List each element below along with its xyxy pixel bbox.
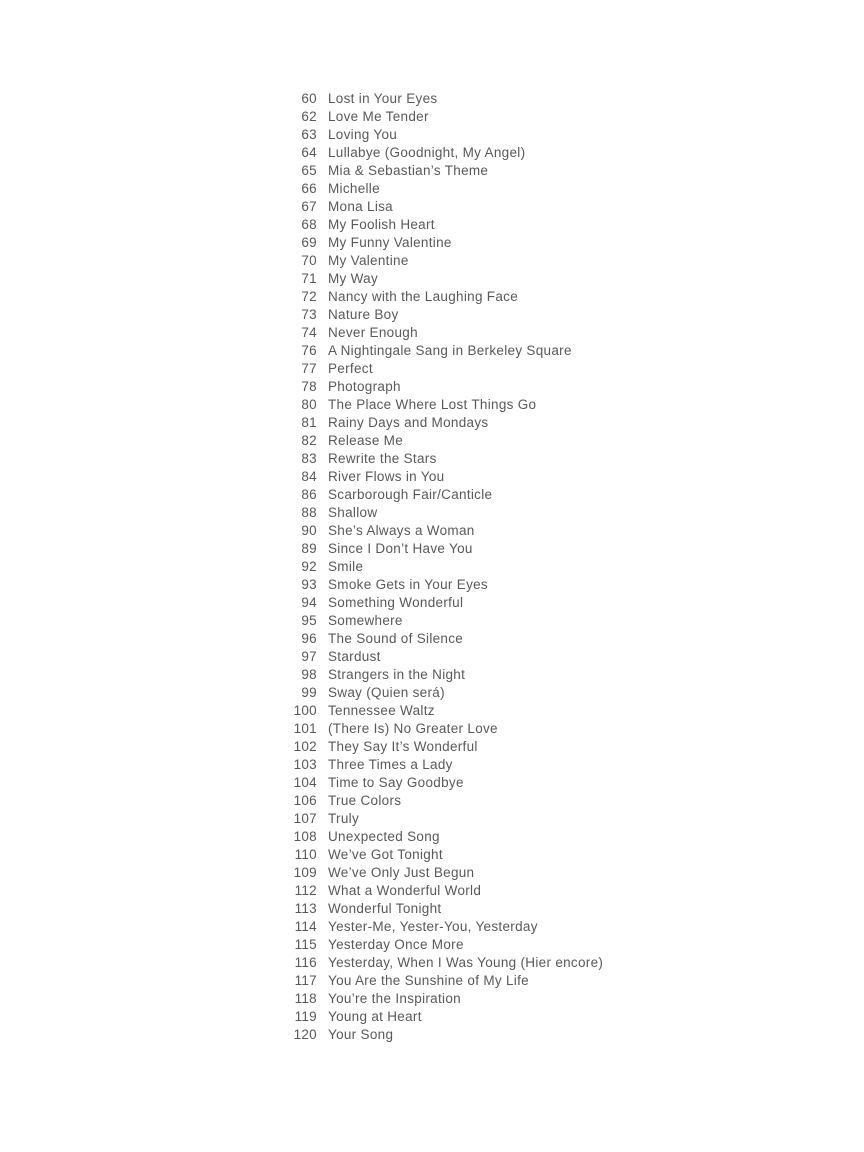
toc-page-number: 109 bbox=[293, 865, 317, 880]
toc-page-number: 103 bbox=[293, 757, 317, 772]
toc-page-number: 83 bbox=[301, 451, 317, 466]
toc-song-title: Stardust bbox=[328, 649, 381, 664]
toc-page-number: 71 bbox=[301, 271, 317, 286]
toc-row bbox=[280, 792, 603, 810]
toc-song-title: Sway (Quien será) bbox=[328, 685, 445, 700]
toc-song-title: Wonderful Tonight bbox=[328, 901, 442, 916]
toc-song-title: We’ve Got Tonight bbox=[328, 847, 443, 862]
toc-song-title: They Say It’s Wonderful bbox=[328, 739, 478, 754]
toc-row bbox=[280, 1026, 603, 1044]
toc-page-number: 93 bbox=[301, 577, 317, 592]
toc-row bbox=[280, 612, 603, 630]
toc-song-title: Never Enough bbox=[328, 325, 418, 340]
toc-row bbox=[280, 954, 603, 972]
toc-page-number: 120 bbox=[293, 1027, 317, 1042]
toc-song-title: River Flows in You bbox=[328, 469, 445, 484]
toc-song-title: Rainy Days and Mondays bbox=[328, 415, 489, 430]
toc-song-title: My Valentine bbox=[328, 253, 409, 268]
toc-song-title: Rewrite the Stars bbox=[328, 451, 437, 466]
toc-song-title: Lost in Your Eyes bbox=[328, 91, 438, 106]
toc-song-title: Perfect bbox=[328, 361, 373, 376]
toc-row bbox=[280, 900, 603, 918]
toc-page-number: 84 bbox=[301, 469, 317, 484]
toc-song-title: (There Is) No Greater Love bbox=[328, 721, 498, 736]
toc-page-number: 102 bbox=[293, 739, 317, 754]
toc-page-number: 117 bbox=[294, 973, 317, 988]
toc-page-number: 98 bbox=[301, 667, 317, 682]
toc-song-title: Unexpected Song bbox=[328, 829, 440, 844]
toc-song-title: Somewhere bbox=[328, 613, 403, 628]
toc-row bbox=[280, 414, 603, 432]
toc-row bbox=[280, 270, 603, 288]
toc-song-title: Truly bbox=[328, 811, 359, 826]
toc-page-number: 95 bbox=[301, 613, 317, 628]
toc-row bbox=[280, 1008, 603, 1026]
toc-song-title: Your Song bbox=[328, 1027, 394, 1042]
toc-row bbox=[280, 324, 603, 342]
toc-page-number: 112 bbox=[294, 883, 317, 898]
toc-row bbox=[280, 630, 603, 648]
toc-row bbox=[280, 360, 603, 378]
toc-page-number: 113 bbox=[294, 901, 317, 916]
toc-page-number: 107 bbox=[293, 811, 317, 826]
toc-row bbox=[280, 810, 603, 828]
toc-song-title: Nancy with the Laughing Face bbox=[328, 289, 519, 304]
toc-page-number: 67 bbox=[301, 199, 317, 214]
toc-page-number: 76 bbox=[301, 343, 317, 358]
toc-song-title: Nature Boy bbox=[328, 307, 399, 322]
toc-row bbox=[280, 738, 603, 756]
toc-page-number: 108 bbox=[293, 829, 317, 844]
toc-song-title: Mia & Sebastian’s Theme bbox=[328, 163, 489, 178]
toc-song-title: Photograph bbox=[328, 379, 401, 394]
toc-page-number: 65 bbox=[301, 163, 317, 178]
toc-row bbox=[280, 828, 603, 846]
toc-page-number: 60 bbox=[301, 91, 317, 106]
toc-page-number: 97 bbox=[301, 649, 317, 664]
toc-song-title: Tennessee Waltz bbox=[328, 703, 435, 718]
toc-page-number: 72 bbox=[301, 289, 317, 304]
toc-row bbox=[280, 666, 603, 684]
toc-row bbox=[280, 594, 603, 612]
toc-row bbox=[280, 990, 603, 1008]
toc-song-title: Release Me bbox=[328, 433, 404, 448]
toc-page-number: 63 bbox=[301, 127, 317, 142]
toc-row bbox=[280, 108, 603, 126]
toc-page-number: 74 bbox=[301, 325, 317, 340]
toc-song-title: True Colors bbox=[328, 793, 402, 808]
toc-row bbox=[280, 252, 603, 270]
toc-row bbox=[280, 306, 603, 324]
toc-row bbox=[280, 972, 603, 990]
toc-page-number: 66 bbox=[301, 181, 317, 196]
toc-row bbox=[280, 342, 603, 360]
toc-song-title: Yesterday Once More bbox=[328, 937, 464, 952]
toc-song-title: Young at Heart bbox=[328, 1009, 422, 1024]
toc-song-title: You Are the Sunshine of My Life bbox=[328, 973, 529, 988]
toc-page-number: 89 bbox=[301, 541, 317, 556]
toc-page-number: 94 bbox=[301, 595, 317, 610]
toc-row bbox=[280, 756, 603, 774]
toc-song-title: Three Times a Lady bbox=[328, 757, 453, 772]
toc-row bbox=[280, 234, 603, 252]
toc-row bbox=[280, 864, 603, 882]
toc-row bbox=[280, 558, 603, 576]
toc-song-title: The Sound of Silence bbox=[328, 631, 464, 646]
toc-row bbox=[280, 216, 603, 234]
toc-page-number: 110 bbox=[294, 847, 317, 862]
toc-page-number: 100 bbox=[293, 703, 317, 718]
toc-row bbox=[280, 288, 603, 306]
toc-song-title: Shallow bbox=[328, 505, 378, 520]
toc-song-title: Michelle bbox=[328, 181, 380, 196]
toc-song-title: What a Wonderful World bbox=[328, 883, 482, 898]
toc-row bbox=[280, 162, 603, 180]
toc-row bbox=[280, 774, 603, 792]
toc-song-title: She’s Always a Woman bbox=[328, 523, 475, 538]
toc-row bbox=[280, 468, 603, 486]
toc-song-title: My Way bbox=[328, 271, 379, 286]
toc-page-number: 64 bbox=[301, 145, 317, 160]
toc-row bbox=[280, 504, 603, 522]
toc-row bbox=[280, 846, 603, 864]
toc-row bbox=[280, 522, 603, 540]
toc-page-number: 78 bbox=[301, 379, 317, 394]
toc-page-number: 81 bbox=[301, 415, 317, 430]
toc-row bbox=[280, 198, 603, 216]
toc-page-number: 73 bbox=[301, 307, 317, 322]
toc-row bbox=[280, 576, 603, 594]
toc-page-number: 90 bbox=[301, 523, 317, 538]
toc-song-title: A Nightingale Sang in Berkeley Square bbox=[328, 343, 572, 358]
toc-row bbox=[280, 450, 603, 468]
toc-row bbox=[280, 396, 603, 414]
toc-page-number: 68 bbox=[301, 217, 317, 232]
toc-page-number: 77 bbox=[301, 361, 317, 376]
table-of-contents bbox=[280, 90, 603, 1044]
toc-row bbox=[280, 720, 603, 738]
toc-song-title: Scarborough Fair/Canticle bbox=[328, 487, 493, 502]
toc-song-title: Since I Don’t Have You bbox=[328, 541, 473, 556]
toc-page-number: 119 bbox=[294, 1009, 317, 1024]
toc-row bbox=[280, 90, 603, 108]
toc-page-number: 116 bbox=[294, 955, 317, 970]
toc-song-title: We’ve Only Just Begun bbox=[328, 865, 475, 880]
toc-row bbox=[280, 486, 603, 504]
toc-page-number: 80 bbox=[301, 397, 317, 412]
toc-song-title: The Place Where Lost Things Go bbox=[328, 397, 537, 412]
toc-page-number: 86 bbox=[301, 487, 317, 502]
toc-song-title: My Foolish Heart bbox=[328, 217, 435, 232]
toc-song-title: Lullabye (Goodnight, My Angel) bbox=[328, 145, 526, 160]
toc-row bbox=[280, 378, 603, 396]
toc-song-title: Time to Say Goodbye bbox=[328, 775, 464, 790]
toc-song-title: Strangers in the Night bbox=[328, 667, 466, 682]
toc-row bbox=[280, 702, 603, 720]
toc-page-number: 92 bbox=[301, 559, 317, 574]
toc-song-title: You’re the Inspiration bbox=[328, 991, 461, 1006]
toc-song-title: Yesterday, When I Was Young (Hier encore) bbox=[328, 955, 604, 970]
toc-page-number: 69 bbox=[301, 235, 317, 250]
toc-page-number: 88 bbox=[301, 505, 317, 520]
toc-song-title: Smile bbox=[328, 559, 364, 574]
toc-song-title: Love Me Tender bbox=[328, 109, 429, 124]
toc-song-title: Smoke Gets in Your Eyes bbox=[328, 577, 488, 592]
toc-page-number: 114 bbox=[294, 919, 317, 934]
toc-page-number: 96 bbox=[301, 631, 317, 646]
toc-row bbox=[280, 126, 603, 144]
toc-page-number: 99 bbox=[301, 685, 317, 700]
toc-page-number: 82 bbox=[301, 433, 317, 448]
toc-page-number: 70 bbox=[301, 253, 317, 268]
toc-page-number: 118 bbox=[294, 991, 317, 1006]
toc-page-number: 101 bbox=[293, 721, 317, 736]
toc-page-number: 106 bbox=[293, 793, 317, 808]
toc-row bbox=[280, 144, 603, 162]
toc-page-number: 62 bbox=[301, 109, 317, 124]
toc-song-title: My Funny Valentine bbox=[328, 235, 452, 250]
toc-row bbox=[280, 180, 603, 198]
toc-song-title: Mona Lisa bbox=[328, 199, 393, 214]
toc-page-number: 104 bbox=[293, 775, 317, 790]
toc-song-title: Yester-Me, Yester-You, Yesterday bbox=[328, 919, 538, 934]
toc-row bbox=[280, 432, 603, 450]
toc-song-title: Something Wonderful bbox=[328, 595, 464, 610]
toc-row bbox=[280, 540, 603, 558]
toc-row bbox=[280, 684, 603, 702]
toc-page-number: 115 bbox=[294, 937, 317, 952]
toc-row bbox=[280, 882, 603, 900]
toc-row bbox=[280, 936, 603, 954]
toc-row bbox=[280, 918, 603, 936]
toc-song-title: Loving You bbox=[328, 127, 398, 142]
toc-row bbox=[280, 648, 603, 666]
